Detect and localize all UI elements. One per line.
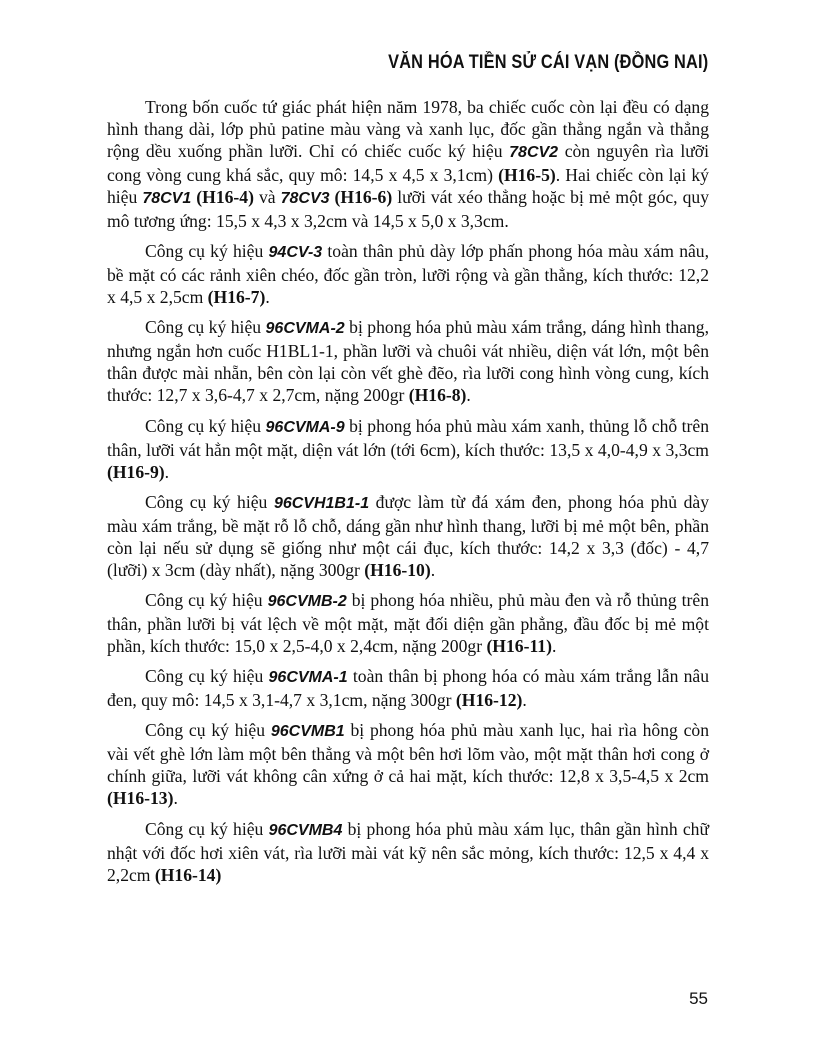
paragraph-text: . [173, 788, 178, 809]
figure-reference: (H16-5) [498, 165, 556, 185]
paragraph-text: Công cụ ký hiệu [145, 666, 269, 687]
figure-reference: (H16-11) [486, 635, 552, 656]
paragraph-text: còn nguyên rìa lưỡi cong vòng cung khá sắc, quy mô: 14,5 x 4,5 x 3,1cm) [107, 141, 709, 185]
figure-reference: (H16-12) [455, 690, 523, 711]
paragraph-96cvh1b1-1 [107, 491, 709, 581]
paragraph-96cvma-1 [107, 665, 709, 711]
paragraph-text: Công cụ ký hiệu [145, 720, 271, 741]
artifact-code: 96CVMA-2 [265, 320, 345, 338]
paragraph-96cvma-2 [107, 316, 709, 406]
paragraph-96cvmb1 [107, 719, 709, 809]
paragraph-text: bị phong hóa phủ màu xám xanh, thủng lỗ chỗ trên thân, lưỡi vát hẳn một mặt, diện vát lớn (tới 6cm), kích thước: 13,5 x 4,0-4,9 x 3,3cm [107, 415, 709, 460]
paragraph-text: Công cụ ký hiệu [145, 415, 266, 436]
paragraph-94cv-3 [107, 240, 709, 308]
paragraph-text: được làm từ đá xám đen, phong hóa phủ dày màu xám trắng, bề mặt rỗ lỗ chỗ, dáng gần như hình thang, lưỡi bị mẻ một bên, phần còn lại nếu sử dụng sẽ giống như một cái đục, kích thước: 14,2 x 3,3 (đốc) - 4,7 (lưỡi) x 3cm (dày nhất), nặng 300gr [107, 491, 709, 580]
paragraph-text: Công cụ ký hiệu [145, 818, 269, 839]
artifact-code: 96CVMB4 [268, 821, 343, 839]
paragraph-text: Công cụ ký hiệu [145, 491, 274, 512]
paragraph-96cvma-9 [107, 415, 709, 483]
figure-reference: (H16-6) [334, 187, 393, 207]
artifact-code: 96CVH1B1-1 [273, 494, 370, 512]
paragraph-text: toàn thân phủ dày lớp phấn phong hóa màu xám nâu, bề mặt có các rảnh xiên chéo, đốc gần tròn, lưỡi rộng và gần thẳng, kích thước: 12,2 x 4,5 x 2,5cm [107, 241, 710, 308]
paragraph-text: bị phong hóa nhiều, phủ màu đen và rỗ thủng trên thân, phần lưỡi bị vát lệch về một mặt, mặt đối diện gần phẳng, đầu đốc bị mẻ một phần, kích thước: 15,0 x 2,5-4,0 x 2,4cm, nặng 200gr [107, 589, 709, 656]
figure-reference: (H16-10) [364, 559, 431, 580]
figure-reference: (H16-7) [207, 287, 266, 308]
artifact-code: 78CV2 [509, 144, 559, 161]
paragraph-text: . [466, 385, 471, 406]
artifact-code: 96CVMA-9 [265, 418, 345, 436]
paragraph-text: . [164, 461, 170, 482]
paragraph-text: . [522, 690, 527, 711]
paragraph-text: lưỡi vát xéo thẳng hoặc bị mẻ một góc, quy mô tương ứng: 15,5 x 4,3 x 3,2cm và 14,5 x 5,0 x 3,3cm. [107, 187, 709, 231]
body-text [107, 96, 709, 894]
figure-reference: (H16-13) [107, 788, 174, 809]
figure-reference: (H16-9) [107, 461, 165, 482]
running-header-title: VĂN HÓA TIỀN SỬ CÁI VẠN (ĐỒNG NAI) [387, 52, 708, 73]
paragraph-text: Công cụ ký hiệu [145, 241, 269, 262]
artifact-code: 96CVMA-1 [268, 669, 348, 687]
artifact-code: 96CVMB-2 [267, 592, 347, 610]
paragraph-cuoc-78cv [107, 96, 709, 232]
paragraph-96cvmb-2 [107, 589, 709, 657]
paragraph-text: . [551, 635, 557, 656]
paragraph-text: bị phong hóa phủ màu xanh lục, hai rìa hông còn vài vết ghè lớn làm một bên thẳng và một bên hơi lõm vào, một mặt thân hơi cong ở chính giữa, lưỡi vát không cân xứng ở cả hai mặt, kích thước: 12,8 x 3,5-4,5 x 2cm [107, 720, 709, 787]
paragraph-text: . [265, 287, 270, 308]
paragraph-text: . Hai chiếc còn lại ký hiệu [107, 165, 709, 207]
paragraph-text: bị phong hóa phủ màu xám trắng, dáng hình thang, nhưng ngắn hơn cuốc H1BL1-1, phần lưỡi và chuôi vát nhiều, diện vát lớn, một bên thân được mài nhẵn, bên còn lại còn vết ghè đẽo, rìa lưỡi cong hình vòng cung, kích thước: 12,7 x 3,6-4,7 x 2,7cm, nặng 200gr [107, 317, 709, 406]
artifact-code: 78CV3 [280, 190, 330, 207]
paragraph-text: Công cụ ký hiệu [145, 317, 266, 338]
figure-reference: (H16-4) [196, 187, 254, 207]
figure-reference: (H16-14) [154, 864, 222, 885]
paragraph-text: và [253, 187, 281, 207]
figure-reference: (H16-8) [408, 385, 467, 406]
paragraph-96cvmb4 [107, 818, 709, 886]
artifact-code: 94CV-3 [268, 244, 323, 262]
artifact-code: 78CV1 [142, 190, 192, 207]
paragraph-text: . [430, 559, 436, 580]
paragraph-text: Trong bốn cuốc tứ giác phát hiện năm 1978, ba chiếc cuốc còn lại đều có dạng hình thang dài, lớp phủ patine màu vàng và xanh lục, đốc gần thẳng ngắn và thẳng rộng dều xuống phần lưỡi. Chỉ có chiếc cuốc ký hiệu [107, 97, 709, 161]
paragraph-text: bị phong hóa phủ màu xám lục, thân gần hình chữ nhật với đốc hơi xiên vát, rìa lưỡi mài vát kỹ nên sắc mỏng, kích thước: 12,5 x 4,4 x 2,2cm [107, 818, 709, 885]
paragraph-text: toàn thân bị phong hóa có màu xám trắng lẫn nâu đen, quy mô: 14,5 x 3,1-4,7 x 3,1cm, nặng 300gr [107, 666, 709, 711]
artifact-code: 96CVMB1 [270, 723, 345, 741]
paragraph-text: Công cụ ký hiệu [145, 589, 268, 610]
page-number: 55 [689, 989, 708, 1008]
